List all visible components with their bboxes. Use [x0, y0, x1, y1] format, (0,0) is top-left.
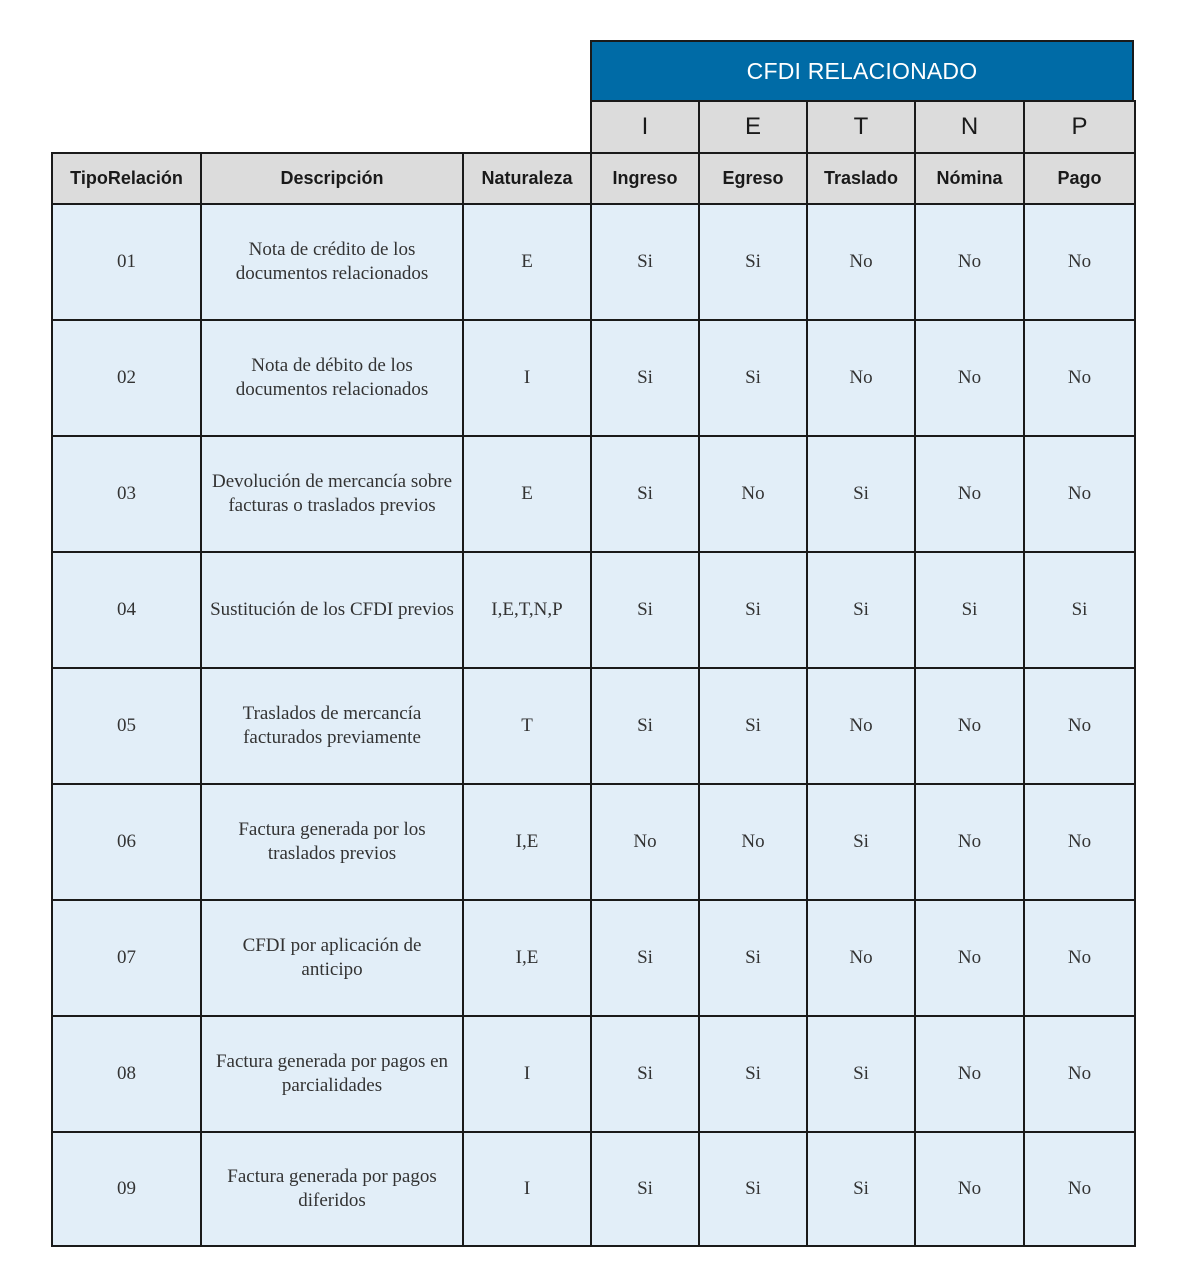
nomina-cell: No: [914, 899, 1025, 1017]
traslado-cell: Si: [806, 1131, 916, 1247]
nomina-cell: No: [914, 435, 1025, 553]
naturaleza-cell: E: [462, 203, 592, 321]
descripcion-cell: CFDI por aplicación de anticipo: [200, 899, 464, 1017]
descripcion-cell: Sustitución de los CFDI previos: [200, 551, 464, 669]
naturaleza-cell: E: [462, 435, 592, 553]
tipo-relacion-cell: 08: [51, 1015, 202, 1133]
letter-header-n: N: [914, 100, 1025, 154]
egreso-cell: Si: [698, 667, 808, 785]
nomina-cell: No: [914, 319, 1025, 437]
naturaleza-cell: I,E: [462, 899, 592, 1017]
tipo-relacion-cell: 09: [51, 1131, 202, 1247]
tipo-relacion-cell: 05: [51, 667, 202, 785]
traslado-cell: Si: [806, 551, 916, 669]
traslado-cell: Si: [806, 435, 916, 553]
pago-cell: No: [1023, 1015, 1136, 1133]
naturaleza-cell: I: [462, 319, 592, 437]
descripcion-cell: Nota de débito de los documentos relacionados: [200, 319, 464, 437]
traslado-cell: Si: [806, 783, 916, 901]
pago-cell: No: [1023, 319, 1136, 437]
ingreso-cell: Si: [590, 319, 700, 437]
letter-header-e: E: [698, 100, 808, 154]
descripcion-cell: Traslados de mercancía facturados previamente: [200, 667, 464, 785]
egreso-cell: Si: [698, 1131, 808, 1247]
tipo-relacion-cell: 01: [51, 203, 202, 321]
ingreso-cell: Si: [590, 899, 700, 1017]
egreso-cell: Si: [698, 551, 808, 669]
nomina-cell: No: [914, 203, 1025, 321]
nomina-cell: Si: [914, 551, 1025, 669]
descripcion-cell: Nota de crédito de los documentos relacionados: [200, 203, 464, 321]
traslado-cell: No: [806, 899, 916, 1017]
pago-cell: No: [1023, 899, 1136, 1017]
column-header: Traslado: [806, 152, 916, 205]
column-header: Nómina: [914, 152, 1025, 205]
egreso-cell: Si: [698, 1015, 808, 1133]
column-header: TipoRelación: [51, 152, 202, 205]
nomina-cell: No: [914, 783, 1025, 901]
descripcion-cell: Devolución de mercancía sobre facturas o traslados previos: [200, 435, 464, 553]
egreso-cell: No: [698, 435, 808, 553]
pago-cell: No: [1023, 783, 1136, 901]
ingreso-cell: Si: [590, 1015, 700, 1133]
naturaleza-cell: I: [462, 1131, 592, 1247]
descripcion-cell: Factura generada por pagos diferidos: [200, 1131, 464, 1247]
pago-cell: No: [1023, 667, 1136, 785]
cfdi-relacionado-banner: CFDI RELACIONADO: [590, 40, 1134, 102]
letter-header-t: T: [806, 100, 916, 154]
tipo-relacion-cell: 04: [51, 551, 202, 669]
tipo-relacion-cell: 02: [51, 319, 202, 437]
naturaleza-cell: I,E: [462, 783, 592, 901]
pago-cell: No: [1023, 203, 1136, 321]
letter-header-i: I: [590, 100, 700, 154]
tipo-relacion-cell: 03: [51, 435, 202, 553]
ingreso-cell: Si: [590, 435, 700, 553]
pago-cell: No: [1023, 1131, 1136, 1247]
column-header: Ingreso: [590, 152, 700, 205]
nomina-cell: No: [914, 667, 1025, 785]
pago-cell: No: [1023, 435, 1136, 553]
tipo-relacion-cell: 06: [51, 783, 202, 901]
egreso-cell: Si: [698, 899, 808, 1017]
column-header: Naturaleza: [462, 152, 592, 205]
column-header: Descripción: [200, 152, 464, 205]
traslado-cell: Si: [806, 1015, 916, 1133]
egreso-cell: Si: [698, 203, 808, 321]
naturaleza-cell: I,E,T,N,P: [462, 551, 592, 669]
nomina-cell: No: [914, 1131, 1025, 1247]
egreso-cell: Si: [698, 319, 808, 437]
traslado-cell: No: [806, 667, 916, 785]
descripcion-cell: Factura generada por pagos en parcialidades: [200, 1015, 464, 1133]
traslado-cell: No: [806, 319, 916, 437]
letter-header-p: P: [1023, 100, 1136, 154]
naturaleza-cell: T: [462, 667, 592, 785]
pago-cell: Si: [1023, 551, 1136, 669]
ingreso-cell: Si: [590, 1131, 700, 1247]
ingreso-cell: Si: [590, 667, 700, 785]
ingreso-cell: Si: [590, 551, 700, 669]
column-header: Egreso: [698, 152, 808, 205]
egreso-cell: No: [698, 783, 808, 901]
ingreso-cell: Si: [590, 203, 700, 321]
tipo-relacion-cell: 07: [51, 899, 202, 1017]
ingreso-cell: No: [590, 783, 700, 901]
descripcion-cell: Factura generada por los traslados previos: [200, 783, 464, 901]
traslado-cell: No: [806, 203, 916, 321]
naturaleza-cell: I: [462, 1015, 592, 1133]
column-header: Pago: [1023, 152, 1136, 205]
nomina-cell: No: [914, 1015, 1025, 1133]
